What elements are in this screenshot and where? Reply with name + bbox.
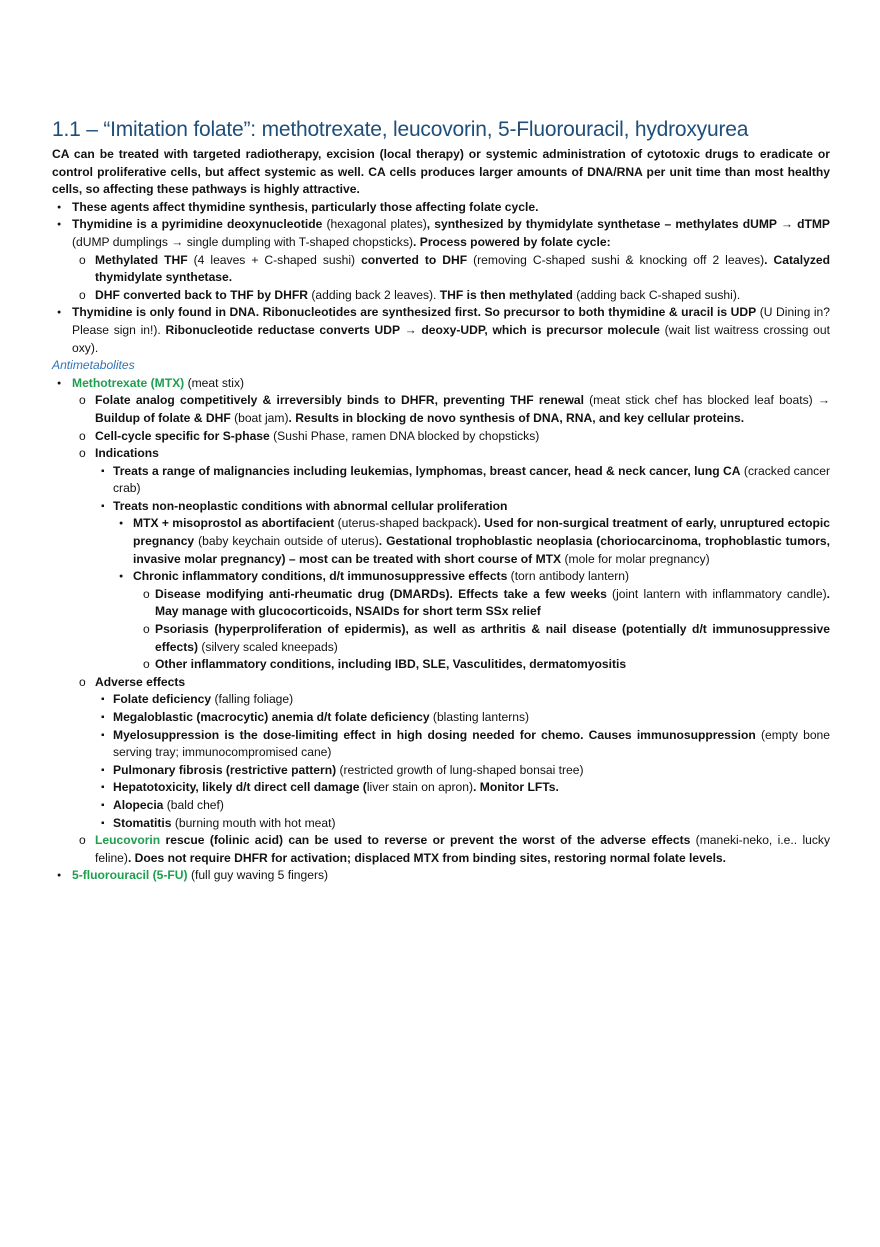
list-item	[95, 727, 830, 762]
text: (restricted growth of lung-shaped bonsai tree)	[336, 762, 584, 777]
list-item	[95, 498, 830, 674]
text: rescue (folinic acid) can be used to reverse or prevent the worst of the adverse effects	[160, 833, 691, 848]
text: (silvery scaled kneepads)	[198, 639, 338, 654]
sub-list	[133, 586, 830, 674]
text: Thymidine is only found in DNA. Ribonucleotides are synthesized first. So precursor to both thymidine & uracil is UDP	[72, 305, 757, 320]
list-item	[95, 762, 830, 780]
text: (4 leaves + C-shaped sushi)	[187, 252, 362, 267]
text: (empty bone serving tray; immunocompromised cane)	[113, 727, 830, 760]
text: . Catalyzed thymidylate synthetase.	[95, 252, 830, 285]
mnemonic-text: (meat stix)	[184, 375, 245, 390]
list-item	[113, 515, 830, 568]
list-item	[95, 691, 830, 709]
text: . May manage with glucocorticoids, NSAIDs for short term SSx relief	[155, 586, 830, 619]
sub-list	[95, 463, 830, 674]
text: Indications	[95, 446, 159, 461]
sub-list	[75, 252, 830, 305]
text: Disease modifying anti-rheumatic drug (DMARDs). Effects take a few weeks	[155, 586, 607, 601]
bullet-text: Thymidine is a pyrimidine deoxynucleotide	[72, 217, 323, 232]
text: (U Dining in? Please sign in!).	[72, 305, 830, 337]
text: (bald chef)	[163, 797, 224, 812]
text: . Monitor LFTs.	[473, 780, 559, 795]
text: . Does not require DHFR for activation; displaced MTX from binding sites, restoring normal folate levels.	[127, 850, 727, 865]
text: Treats a range of malignancies including leukemias, lymphomas, breast cancer, head & neck cancer, lung CA	[113, 463, 741, 478]
list-item	[52, 304, 830, 357]
text: (maneki-neko, i.e.. lucky feline)	[95, 833, 830, 865]
bullet-text: . Process powered by folate cycle:	[413, 234, 611, 249]
text: (wait list waitress crossing out oxy).	[72, 322, 830, 355]
text: Cell-cycle specific for S-phase	[95, 428, 270, 443]
mnemonic-text: (full guy waving 5 fingers)	[187, 868, 329, 883]
list-item	[95, 463, 830, 498]
list-item	[95, 709, 830, 727]
text: Myelosuppression is the dose-limiting effect in high dosing needed for chemo. Causes immunosuppression	[113, 727, 756, 742]
text: Folate analog competitively & irreversibly binds to DHFR, preventing THF renewal	[95, 393, 584, 408]
list-item	[133, 656, 830, 674]
mnemonic-text: (hexagonal plates)	[322, 217, 427, 232]
text: (uterus-shaped backpack)	[334, 516, 478, 531]
text: Methylated THF	[95, 252, 188, 267]
sub-list	[75, 392, 830, 867]
drug-item-5fu	[52, 867, 830, 885]
text: liver stain on apron)	[366, 780, 474, 795]
top-bullets	[52, 199, 830, 357]
intro-paragraph: CA can be treated with targeted radiotherapy, excision (local therapy) or systemic administration of cytotoxic drugs to eradicate or control proliferative cells, but affect systemic as well. CA cells produces larger amounts of DNA/RNA per unit time than most healthy cells, so affecting these pathways is highly attractive.	[52, 147, 830, 197]
mnemonic-text: (dUMP dumplings → single dumpling with T-shaped chopsticks)	[72, 234, 414, 249]
list-item	[75, 445, 830, 674]
text: Megaloblastic (macrocytic) anemia d/t folate deficiency	[113, 710, 430, 724]
document-page	[52, 118, 830, 885]
text: . Gestational trophoblastic neoplasia (choriocarcinoma, trophoblastic tumors, invasive molar pregnancy) – most can be treated with short course of MTX	[133, 534, 831, 566]
text: (joint lantern with inflammatory candle)	[606, 586, 827, 601]
sub-list	[113, 515, 830, 673]
text: . Results in blocking de novo synthesis of DNA, RNA, and key cellular proteins.	[288, 410, 745, 425]
list-item	[113, 568, 830, 674]
text: Hepatotoxicity, likely d/t direct cell damage (	[113, 780, 367, 795]
list-item	[75, 832, 830, 867]
bullet-text: These agents affect thymidine synthesis, particularly those affecting folate cycle.	[72, 199, 539, 214]
list-item	[75, 252, 830, 287]
text: (blasting lanterns)	[429, 710, 530, 724]
list-item	[52, 216, 830, 304]
text: Other inflammatory conditions, including IBD, SLE, Vasculitides, dermatomyositis	[155, 657, 627, 672]
list-item	[133, 586, 830, 621]
list-item	[75, 287, 830, 305]
text: Ribonucleotide reductase converts UDP → deoxy-UDP, which is precursor molecule	[165, 322, 660, 337]
text: . Used for non-surgical treatment of early, unruptured ectopic pregnancy	[133, 516, 831, 549]
text: (mole for molar pregnancy)	[561, 551, 710, 566]
drug-name: Leucovorin	[95, 833, 161, 848]
drug-name: 5-fluorouracil (5-FU)	[72, 868, 188, 883]
page-title: 1.1 – “Imitation folate”: methotrexate, leucovorin, 5-Fluorouracil, hydroxyurea	[52, 118, 749, 141]
drug-list	[52, 375, 830, 885]
drug-name: Methotrexate (MTX)	[72, 375, 185, 390]
text: Adverse effects	[95, 674, 186, 689]
text: (torn antibody lantern)	[507, 569, 629, 584]
text: Psoriasis (hyperproliferation of epidermis), as well as arthritis & nail disease (potentially d/t immunosuppressive effects)	[155, 622, 830, 654]
text: (meat stick chef has blocked leaf boats)	[583, 393, 818, 408]
text: → Buildup of folate & DHF	[95, 393, 830, 425]
text: Folate deficiency	[113, 692, 212, 707]
bullet-text: , synthesized by thymidylate synthetase – methylates dUMP → dTMP	[426, 217, 831, 232]
sub-list	[95, 691, 830, 832]
list-item	[75, 674, 830, 832]
text: (baby keychain outside of uterus)	[194, 534, 379, 549]
list-item	[52, 199, 830, 217]
text: (Sushi Phase, ramen DNA blocked by chopsticks)	[269, 428, 540, 443]
text: converted to DHF	[361, 252, 468, 267]
text: Treats non-neoplastic conditions with abnormal cellular proliferation	[113, 498, 508, 513]
text: MTX + misoprostol as abortifacient	[133, 516, 335, 531]
text: (boat jam)	[230, 410, 289, 425]
list-item	[95, 815, 830, 833]
list-item	[95, 797, 830, 815]
text: Pulmonary fibrosis (restrictive pattern)	[113, 762, 337, 777]
text: (adding back C-shaped sushi).	[572, 287, 741, 302]
section-heading: Antimetabolites	[52, 358, 135, 373]
text: (falling foliage)	[211, 692, 294, 707]
list-item	[95, 779, 830, 797]
text: Chronic inflammatory conditions, d/t immunosuppressive effects	[133, 569, 508, 584]
text: (adding back 2 leaves).	[308, 287, 440, 302]
text: THF is then methylated	[439, 287, 573, 302]
list-item	[133, 621, 830, 656]
list-item	[75, 392, 830, 427]
text: (cracked cancer crab)	[113, 463, 830, 496]
text: Alopecia	[113, 797, 164, 812]
text: (removing C-shaped sushi & knocking off 2 leaves)	[467, 252, 765, 267]
text: (burning mouth with hot meat)	[171, 815, 336, 830]
text: Stomatitis	[113, 815, 172, 830]
drug-item-mtx	[52, 375, 830, 868]
text: DHF converted back to THF by DHFR	[95, 287, 309, 302]
list-item	[75, 428, 830, 446]
